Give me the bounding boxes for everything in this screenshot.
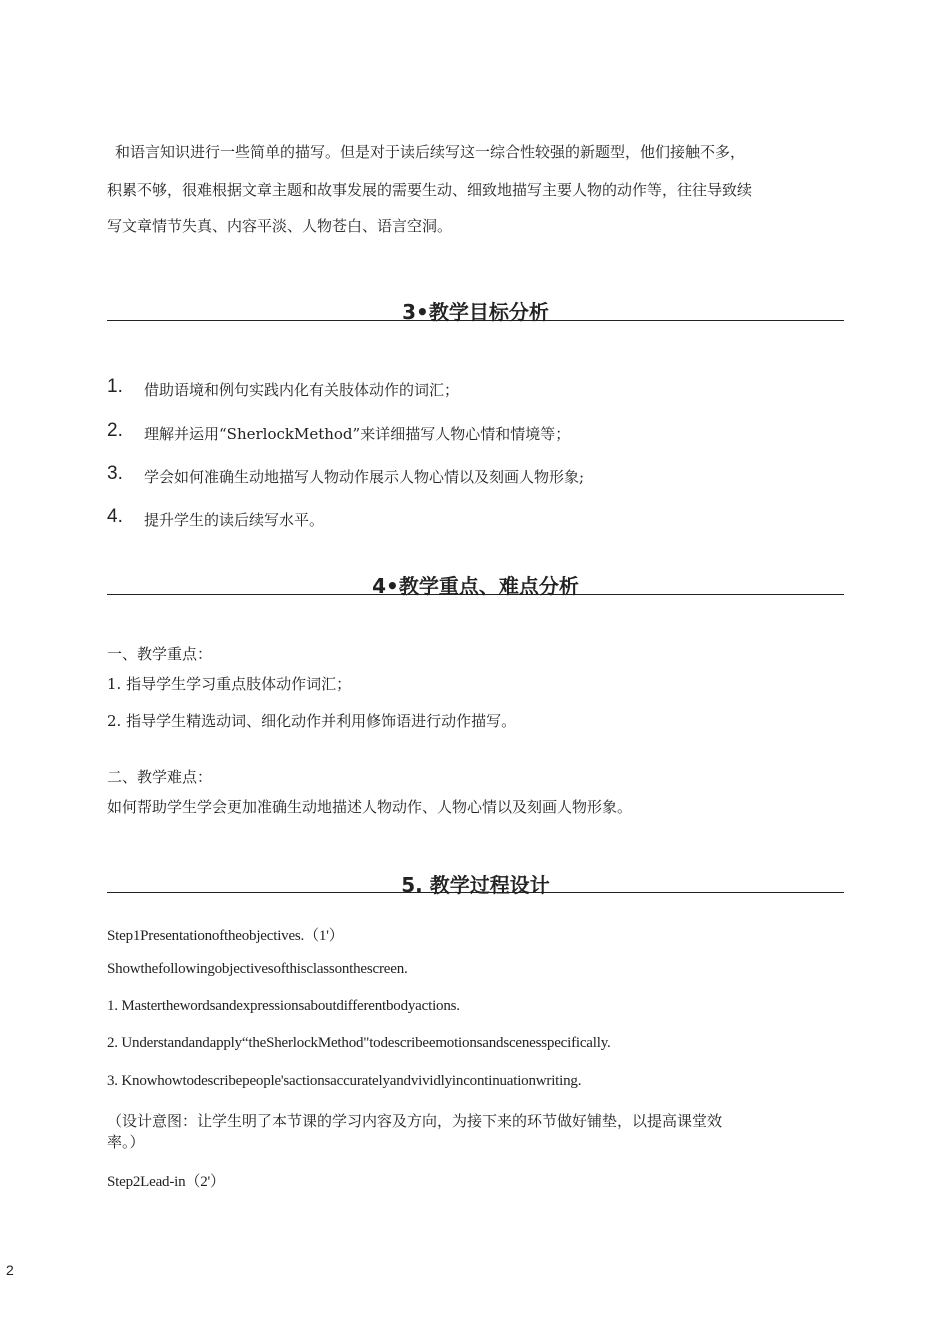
- objective-4-text: 提升学生的读后续写水平。: [144, 511, 325, 529]
- design-intent-line-1: （设计意图：让学生明了本节课的学习内容及方向，为接下来的环节做好铺垫，以提高课堂效: [107, 1112, 723, 1130]
- section-3-rule: [107, 320, 844, 321]
- section-4-rule: [107, 594, 844, 595]
- difficult-point-text: 如何帮助学生学会更加准确生动地描述人物动作、人物心情以及刻画人物形象。: [107, 798, 633, 816]
- objective-3-number: 3.: [107, 463, 123, 484]
- intro-line-3: 写文章情节失真、内容平淡、人物苍白、语言空洞。: [107, 217, 453, 235]
- english-objective-3: 3. Knowhowtodescribepeople'sactionsaccuratelyandvividlyincontinuationwriting.: [107, 1073, 582, 1089]
- objective-2-number: 2.: [107, 420, 123, 441]
- english-objective-2: 2. Understandandapply“theSherlockMethod"todescribeemotionsandscenesspecifically.: [107, 1035, 611, 1051]
- objective-1-text: 借助语境和例句实践内化有关肢体动作的词汇；: [144, 381, 460, 399]
- section-5-rule: [107, 892, 844, 893]
- page-number: 2: [6, 1262, 14, 1278]
- key-point-1: 1. 指导学生学习重点肢体动作词汇；: [107, 675, 352, 693]
- objective-1-number: 1.: [107, 376, 123, 397]
- section-4-heading: 4•教学重点、难点分析: [372, 574, 579, 598]
- section-3-heading: 3•教学目标分析: [402, 300, 549, 324]
- objective-3-text: 学会如何准确生动地描写人物动作展示人物心情以及刻画人物形象;: [144, 468, 585, 486]
- intro-line-2: 积累不够，很难根据文章主题和故事发展的需要生动、细致地描写主要人物的动作等，往往导致续: [107, 181, 753, 199]
- design-intent-line-2: 率。）: [107, 1133, 145, 1151]
- key-points-heading: 一、教学重点：: [107, 645, 213, 663]
- section-5-heading: 5. 教学过程设计: [401, 873, 550, 897]
- objective-2-text: 理解并运用“SherlockMethod”来详细描写人物心情和情境等；: [144, 425, 571, 443]
- step-1-heading: Step1Presentationoftheobjectives.（1'）: [107, 928, 344, 944]
- objective-4-number: 4.: [107, 506, 123, 527]
- show-objectives-text: Showthefollowingobjectivesofthisclassonthescreen.: [107, 961, 408, 977]
- key-point-2: 2. 指导学生精选动词、细化动作并利用修饰语进行动作描写。: [107, 712, 517, 730]
- english-objective-1: 1. Masterthewordsandexpressionsaboutdifferentbodyactions.: [107, 998, 460, 1014]
- intro-line-1: 和语言知识进行一些简单的描写。但是对于读后续写这一综合性较强的新题型，他们接触不多，: [115, 143, 746, 161]
- step-2-heading: Step2Lead-in（2'）: [107, 1174, 225, 1190]
- difficult-points-heading: 二、教学难点：: [107, 768, 213, 786]
